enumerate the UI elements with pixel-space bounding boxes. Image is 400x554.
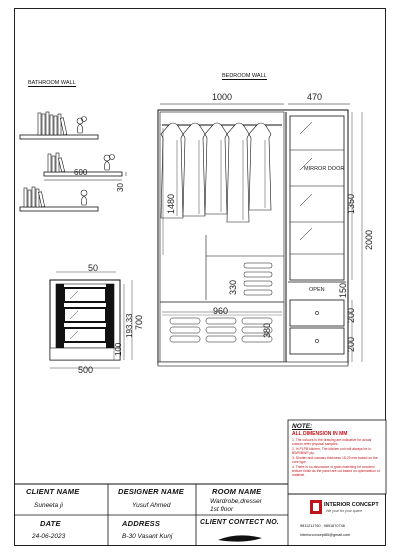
client-name-value: Suneeta ji xyxy=(34,502,63,509)
open-height-dim: 150 xyxy=(338,282,348,298)
dresser-top-depth-dim: 50 xyxy=(88,263,99,273)
brand-phone: 9811211760 , 9891870748 xyxy=(300,524,345,528)
address-value: B-30 Vasant Kunj xyxy=(122,533,173,540)
bedroom-wall-label: BEDROOM WALL xyxy=(222,73,267,79)
notes-title: NOTE: xyxy=(292,423,313,430)
notes-subtitle: ALL DIMENSION IN MM xyxy=(292,431,348,437)
client-contact-label: CLIENT CONTECT NO. xyxy=(200,519,280,526)
brand-name: INTERIOR CONCEPT xyxy=(324,502,379,508)
drawer-front-height-dim: 380 xyxy=(262,322,272,338)
open-label: OPEN xyxy=(309,287,325,293)
room-name-value-1: Wardrobe,dresser xyxy=(210,498,262,505)
bathroom-wall-label: BATHROOM WALL xyxy=(28,80,76,86)
note-item: 2. In PLPB kitchen, The kitchen unit will always be in BWR/BWP ply. xyxy=(292,447,371,455)
lower-width-dim: 960 xyxy=(213,306,229,316)
hanging-height-dim: 1480 xyxy=(166,193,176,214)
dresser-base-dim: 100 xyxy=(114,342,123,356)
drawer-unit-height-dim: 330 xyxy=(228,279,238,295)
designer-name-label: DESIGNER NAME xyxy=(118,487,184,496)
date-label: DATE xyxy=(40,519,61,528)
client-name-label: CLIENT NAME xyxy=(26,487,80,496)
mirror-door-label: MIRROR DOOR xyxy=(304,166,345,172)
dresser-sub1-dim: 193.33 xyxy=(125,313,134,338)
shelf-height-dim: 30 xyxy=(116,183,125,192)
room-name-value-2: 1st floor xyxy=(210,506,234,513)
shelf-width-dim: 600 xyxy=(74,168,88,177)
address-label: ADDRESS xyxy=(122,519,161,528)
mirror-height-dim: 1350 xyxy=(346,193,356,214)
note-item: 3. Shutter and carcass thickness 18-20 mm based on the core type. xyxy=(292,456,378,464)
total-height-dim: 2000 xyxy=(364,229,374,250)
date-value: 24-06-2023 xyxy=(32,533,66,540)
room-name-label: ROOM NAME xyxy=(212,487,262,496)
top-main-width-dim: 1000 xyxy=(212,92,233,102)
right-drawer-1-dim: 200 xyxy=(346,307,356,323)
brand-tagline: We your for your space xyxy=(326,509,363,513)
brand-email: interiorconcept85@gmail.com xyxy=(300,533,351,537)
dresser-width-dim: 500 xyxy=(78,365,94,375)
dresser-total-dim: 700 xyxy=(134,314,144,330)
top-side-width-dim: 470 xyxy=(307,92,323,102)
note-item: 4. There is no assurance of grain matching for wooden/ texture finish as the panel are cut based on optimization of material. xyxy=(292,465,380,477)
designer-name-value: Yusuf Ahmed xyxy=(132,502,171,509)
right-drawer-2-dim: 200 xyxy=(346,336,356,352)
note-item: 1. The colours in the drawing are indicative for actual colours refer physical samples. xyxy=(292,438,372,446)
